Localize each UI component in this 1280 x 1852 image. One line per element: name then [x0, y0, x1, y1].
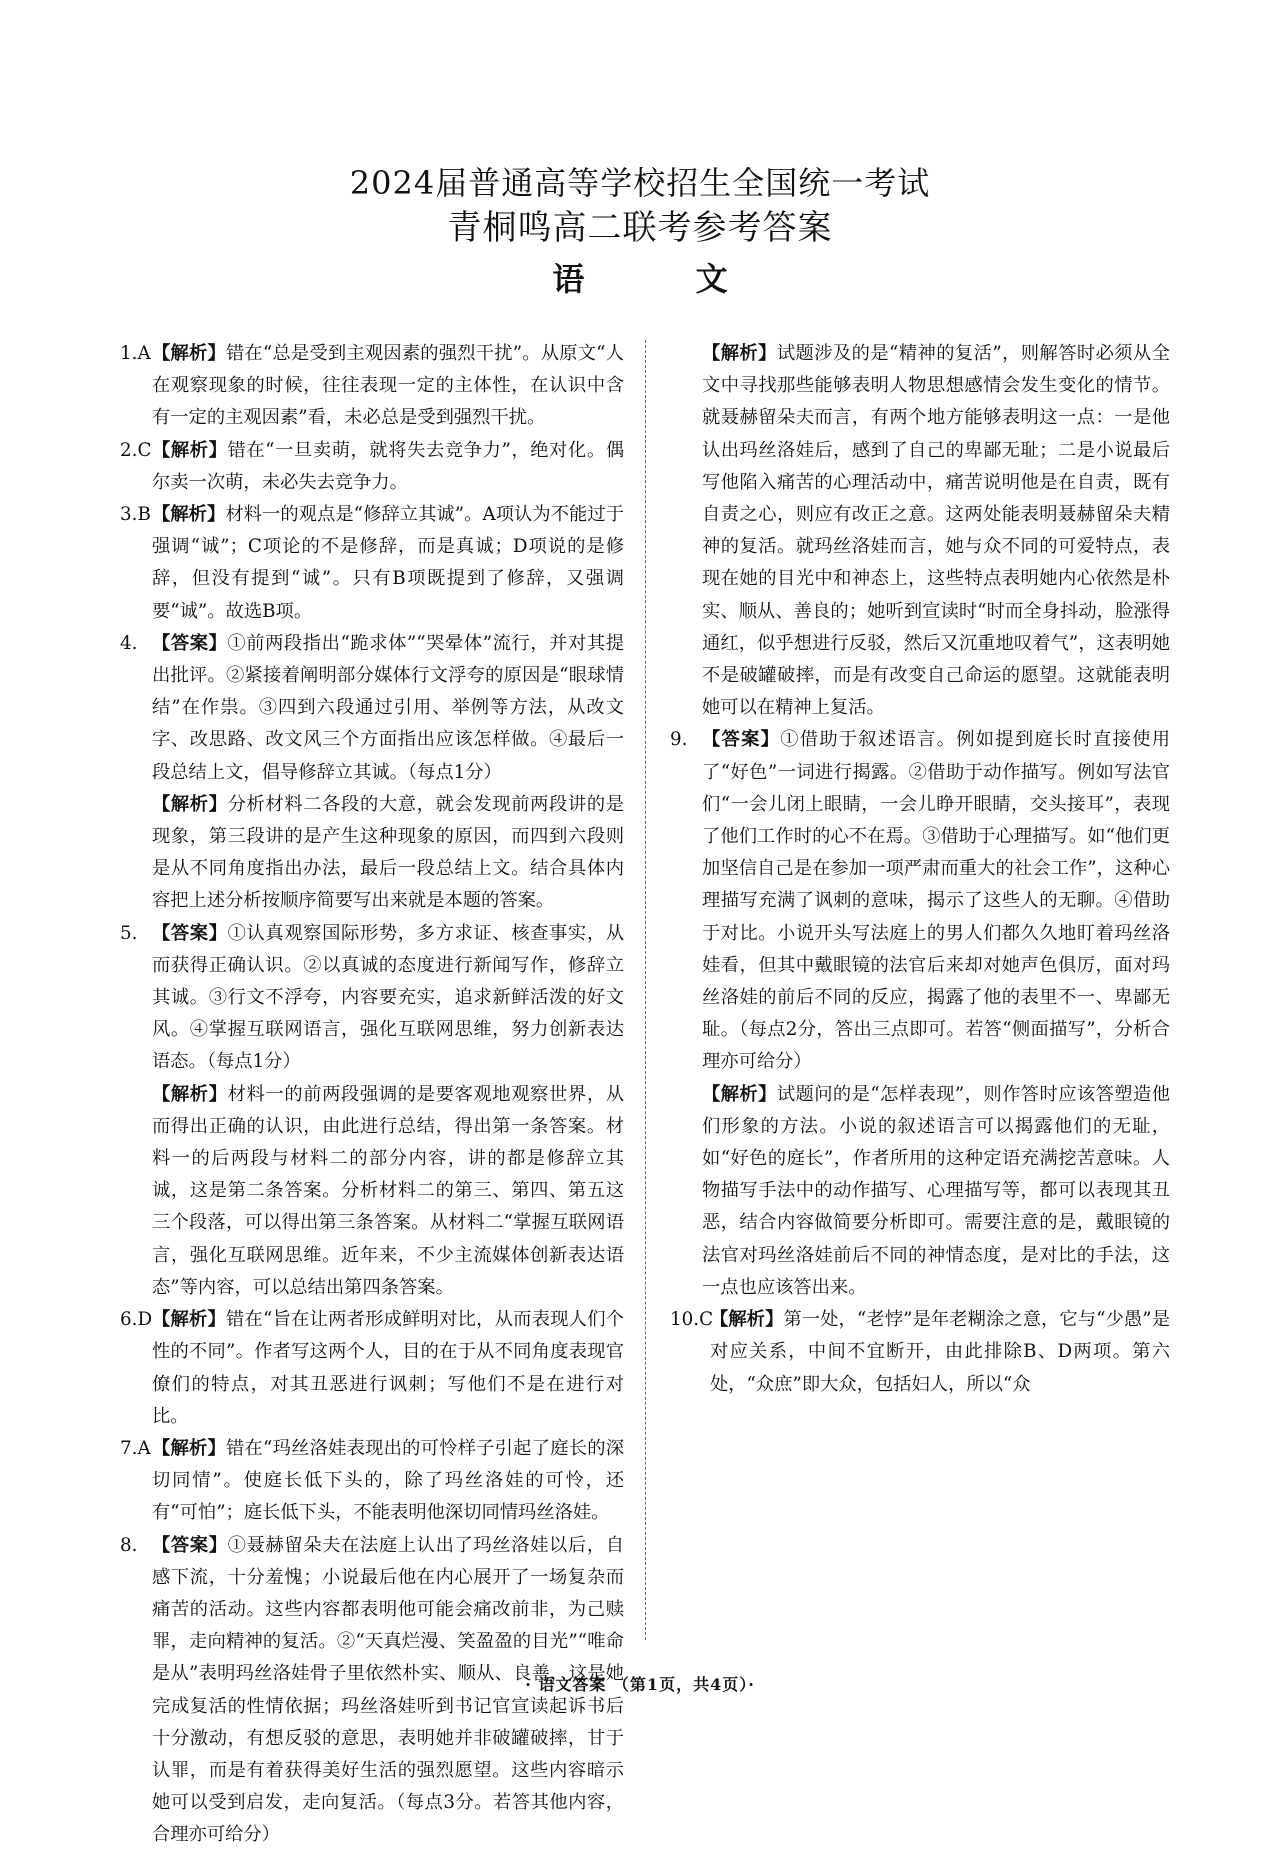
- answer-item-1: [120, 338, 624, 435]
- answer-item-8-analysis: [670, 338, 1170, 724]
- analysis-tag: 【解析】: [702, 343, 777, 364]
- exam-title: 2024届普通高等学校招生全国统一考试: [349, 164, 931, 202]
- answer-number: 3.B: [120, 504, 151, 526]
- answer-text: 错在“一旦卖萌，就将失去竞争力”，绝对化。偶尔卖一次萌，未必失去竞争力。: [152, 439, 624, 493]
- analysis-tag: 【解析】: [152, 793, 228, 815]
- left-column: [120, 338, 624, 1852]
- answer-text: ①前两段指出“跪求体”“哭晕体”流行，并对其提出批评。②紧接着阐明部分媒体行文浮夸的原因是“眼球情结”在作祟。③四到六段通过引用、举例等方法，从改文字、改思路、改文风三个方面指出应该怎样做。④最后一段总结上文，倡导修辞立其诚。（每点1分）: [152, 632, 624, 783]
- answer-text: 材料一的观点是“修辞立其诚”。A项认为不能过于强调“诚”；C项论的不是修辞，而是真诚；D项说的是修辞，但没有提到“诚”。只有B项既提到了修辞，又强调要“诚”。故选B项。: [152, 504, 624, 622]
- answer-item-10: [670, 1304, 1170, 1401]
- analysis-tag: 【解析】: [152, 504, 226, 526]
- answer-number: 1.A: [120, 343, 151, 364]
- subject-title: 语 文: [552, 260, 778, 298]
- answer-number: 10.C: [670, 1309, 714, 1331]
- answer-number: 7.A: [120, 1437, 151, 1459]
- answer-item-9: [670, 724, 1170, 1304]
- analysis-tag: 【解析】: [702, 1083, 777, 1105]
- answer-number: 6.D: [120, 1309, 153, 1331]
- analysis-text: 材料一的前两段强调的是要客观地观察世界，从而得出正确的认识，由此进行总结，得出第一条答案。材料一的后两段与材料二的部分内容，讲的都是修辞立其诚，这是第二条答案。分析材料二的第三、第四、第五这三个段落，可以得出第三条答案。从材料二“掌握互联网语言，强化互联网思维。近年来，不少主流媒体创新表达语态”等内容，可以总结出第四条答案。: [152, 1083, 625, 1298]
- analysis-tag: 【解析】: [152, 1309, 227, 1331]
- right-column: [670, 338, 1170, 1401]
- answer-item-4: [120, 628, 624, 918]
- answer-text: 第一处，“老悖”是年老糊涂之意，它与“少愚”是对应关系，中间不宜断开，由此排除B、D两项。第六处，“众庶”即大众，包括妇人，所以“众: [710, 1309, 1171, 1395]
- page-footer: · 语文答案 （第1页，共4页）·: [525, 1675, 755, 1694]
- answer-number: 4.: [120, 632, 138, 654]
- answer-item-5: [120, 918, 624, 1304]
- analysis-tag: 【解析】: [152, 1083, 228, 1105]
- answer-number: 9.: [670, 729, 688, 751]
- answer-text: ①借助于叙述语言。例如提到庭长时直接使用了“好色”一词进行揭露。②借助于动作描写。例如写法官们“一会儿闭上眼睛，一会儿睁开眼睛，交头接耳”，表现了他们工作时的心不在焉。③借助于心理描写。如“他们更加坚信自己是在参加一项严肃而重大的社会工作”，这种心理描写充满了讽刺的意味，揭示了这些人的无聊。④借助于对比。小说开头写法庭上的男人们都久久地盯着玛丝洛娃看，但其中戴眼镜的法官后来却对她声色俱厉，面对玛丝洛娃的前后不同的反应，揭露了他的表里不一、卑鄙无耻。（每点2分，答出三点即可。若答“侧面描写”，分析合理亦可给分）: [702, 729, 1171, 1073]
- answer-text: ①认真观察国际形势，多方求证、核查事实，从而获得正确认识。②以真诚的态度进行新闻写作，修辞立其诚。③行文不浮夸，内容要充实，追求新鲜活泼的好文风。④掌握互联网语言，强化互联网思维，努力创新表达语态。（每点1分）: [152, 922, 625, 1073]
- answer-text: 错在“总是受到主观因素的强烈干扰”。从原文“人在观察现象的时候，往往表现一定的主体性，在认识中含有一定的主观因素”看，未必总是受到强烈干扰。: [152, 343, 625, 429]
- analysis-tag: 【解析】: [710, 1309, 784, 1331]
- answer-tag: 【答案】: [152, 1534, 228, 1556]
- analysis-text: 试题涉及的是“精神的复活”，则解答时必须从全文中寻找那些能够表明人物思想感情会发生变化的情节。就聂赫留朵夫而言，有两个地方能够表明这一点：一是他认出玛丝洛娃后，感到了自己的卑鄙无耻；二是小说最后写他陷入痛苦的心理活动中，痛苦说明他是在自责，既有自责之心，则应有改正之意。这两处能表明聂赫留朵夫精神的复活。就玛丝洛娃而言，她与众不同的可爱特点，表现在她的目光中和神态上，这些特点表明她内心依然是朴实、顺从、善良的；她听到宣读时“时而全身抖动，脸涨得通红，似乎想进行反驳，然后又沉重地叹着气”，这表明她不是破罐破摔，而是有改变自己命运的愿望。这就能表明她可以在精神上复活。: [702, 343, 1170, 719]
- analysis-text: 分析材料二各段的大意，就会发现前两段讲的是现象，第三段讲的是产生这种现象的原因，而四到六段则是从不同角度指出办法，最后一段总结上文。结合具体内容把上述分析按顺序简要写出来就是本题的答案。: [152, 793, 625, 912]
- analysis-text: 试题问的是“怎样表现”，则作答时应该答塑造他们形象的方法。小说的叙述语言可以揭露他们的无耻，如“好色的庭长”，作者所用的这种定语充满挖苦意味。人物描写手法中的动作描写、心理描写等，都可以表现其丑恶，结合内容做简要分析即可。需要注意的是，戴眼镜的法官对玛丝洛娃前后不同的神情态度，是对比的手法，这一点也应该答出来。: [702, 1083, 1170, 1298]
- answer-item-7: [120, 1433, 624, 1530]
- analysis-tag: 【解析】: [152, 343, 226, 364]
- answer-number: 8.: [120, 1534, 138, 1556]
- answer-item-2: [120, 435, 624, 499]
- answer-item-6: [120, 1304, 624, 1433]
- analysis-tag: 【解析】: [152, 439, 228, 461]
- answer-number: 5.: [120, 922, 138, 944]
- answer-tag: 【答案】: [152, 922, 228, 944]
- answer-text: 错在“旨在让两者形成鲜明对比，从而表现人们个性的不同”。作者写这两个人，目的在于从不同角度表现官僚们的特点，对其丑恶进行讽刺；写他们不是在进行对比。: [152, 1309, 624, 1427]
- answer-text: ①聂赫留朵夫在法庭上认出了玛丝洛娃以后，自感下流，十分羞愧；小说最后他在内心展开了一场复杂而痛苦的活动。这些内容都表明他可能会痛改前非，为己赎罪，走向精神的复活。②“天真烂漫、笑盈盈的目光”“唯命是从”表明玛丝洛娃骨子里依然朴实、顺从、良善，这是她完成复活的性情依据；玛丝洛娃听到书记官宣读起诉书后十分激动，有想反驳的意思，表明她并非破罐破摔，甘于认罪，而是有着获得美好生活的强烈愿望。这些内容暗示她可以受到启发，走向复活。（每点3分。若答其他内容，合理亦可给分）: [152, 1534, 625, 1846]
- answer-text: 错在“玛丝洛娃表现出的可怜样子引起了庭长的深切同情”。使庭长低下头的，除了玛丝洛娃的可怜，还有“可怕”；庭长低下头，不能表明他深切同情玛丝洛娃。: [152, 1437, 624, 1524]
- answer-tag: 【答案】: [702, 729, 781, 751]
- answer-item-3: [120, 499, 624, 628]
- answer-key-title: 青桐鸣高二联考参考答案: [447, 208, 833, 248]
- answer-tag: 【答案】: [152, 632, 228, 654]
- column-divider: [645, 340, 646, 1640]
- answer-number: 2.C: [120, 439, 152, 461]
- analysis-tag: 【解析】: [152, 1437, 227, 1459]
